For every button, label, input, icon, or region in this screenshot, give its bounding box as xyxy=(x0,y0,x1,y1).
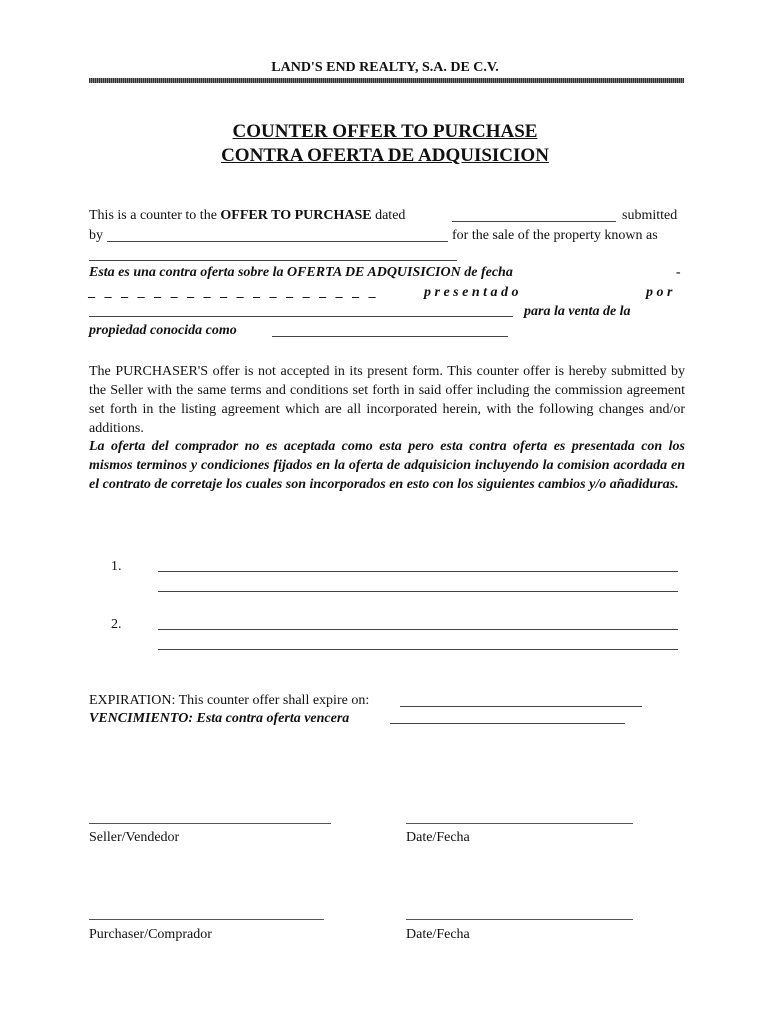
change-number-2: 2. xyxy=(111,617,122,632)
change-number-1: 1. xyxy=(111,559,122,574)
sale-label: for the sale of the property known as xyxy=(452,228,658,243)
header-divider xyxy=(89,78,684,83)
intro-en-line1 xyxy=(89,206,405,225)
paragraph-spanish: La oferta del comprador no es aceptada como esta pero esta contra oferta es presentada con los mismos terminos y condiciones fijados en la oferta de adquisicion incluyendo la comision acordada en el contrato de corretaje los cuales son incorporados en esto con los siguientes cambios y/o añadiduras. xyxy=(89,439,685,492)
expiration-date-field[interactable] xyxy=(400,706,642,707)
vencimiento-label: VENCIMIENTO: Esta contra oferta vencera xyxy=(89,711,350,726)
change-2-line-2[interactable] xyxy=(158,649,678,650)
venta-label: para la venta de la xyxy=(524,304,631,319)
conocida-label: propiedad conocida como xyxy=(89,323,237,338)
por-label: p o r xyxy=(646,285,673,300)
dash-mark: - xyxy=(676,265,681,280)
dated-label: dated xyxy=(371,208,406,223)
intro-es-line1 xyxy=(89,263,513,282)
presentado-por-field[interactable] xyxy=(89,316,513,317)
change-1-line-2[interactable] xyxy=(158,591,678,592)
offer-date-field[interactable] xyxy=(452,221,616,222)
submitted-label: submitted xyxy=(622,208,678,223)
fecha-label: de fecha xyxy=(460,265,513,280)
oferta-adquisicion-label: OFERTA DE ADQUISICION xyxy=(286,265,461,280)
expiration-label: EXPIRATION: This counter offer shall expire on: xyxy=(89,693,370,708)
property-known-as-field[interactable] xyxy=(89,260,457,261)
by-label: by xyxy=(89,228,103,243)
vencimiento-date-field[interactable] xyxy=(390,723,625,724)
seller-signature-line[interactable] xyxy=(89,823,331,824)
offer-to-purchase-label: OFFER TO PURCHASE xyxy=(220,208,372,223)
purchaser-date-label: Date/Fecha xyxy=(406,927,470,942)
company-name: LAND'S END REALTY, S.A. DE C.V. xyxy=(271,60,499,75)
propiedad-conocida-field[interactable] xyxy=(272,336,508,337)
intro-en-text: This is a counter to the xyxy=(89,208,221,223)
seller-date-line[interactable] xyxy=(406,823,633,824)
change-2-line-1[interactable] xyxy=(158,629,678,630)
purchaser-label: Purchaser/Comprador xyxy=(89,927,212,942)
title-english: COUNTER OFFER TO PURCHASE xyxy=(232,121,538,142)
title-spanish: CONTRA OFERTA DE ADQUISICION xyxy=(221,145,549,166)
seller-date-label: Date/Fecha xyxy=(406,830,470,845)
seller-label: Seller/Vendedor xyxy=(89,830,180,845)
purchaser-signature-line[interactable] xyxy=(89,919,324,920)
change-1-line-1[interactable] xyxy=(158,571,678,572)
fecha-dashes-field[interactable]: _ _ _ _ _ _ _ _ _ _ _ _ _ _ _ _ _ _ xyxy=(89,285,380,300)
submitted-by-field[interactable] xyxy=(107,241,448,242)
purchaser-date-line[interactable] xyxy=(406,919,633,920)
presentado-label: p r e s e n t a d o xyxy=(424,285,519,300)
paragraph-english: The PURCHASER'S offer is not accepted in its present form. This counter offer is hereby submitted by the Seller with the same terms and conditions set forth in said offer including the commission agreement set forth in the listing agreement which are all incorporated herein, with the following changes and/or additions. xyxy=(89,364,685,436)
intro-es-text: Esta es una contra oferta sobre la xyxy=(89,265,287,280)
